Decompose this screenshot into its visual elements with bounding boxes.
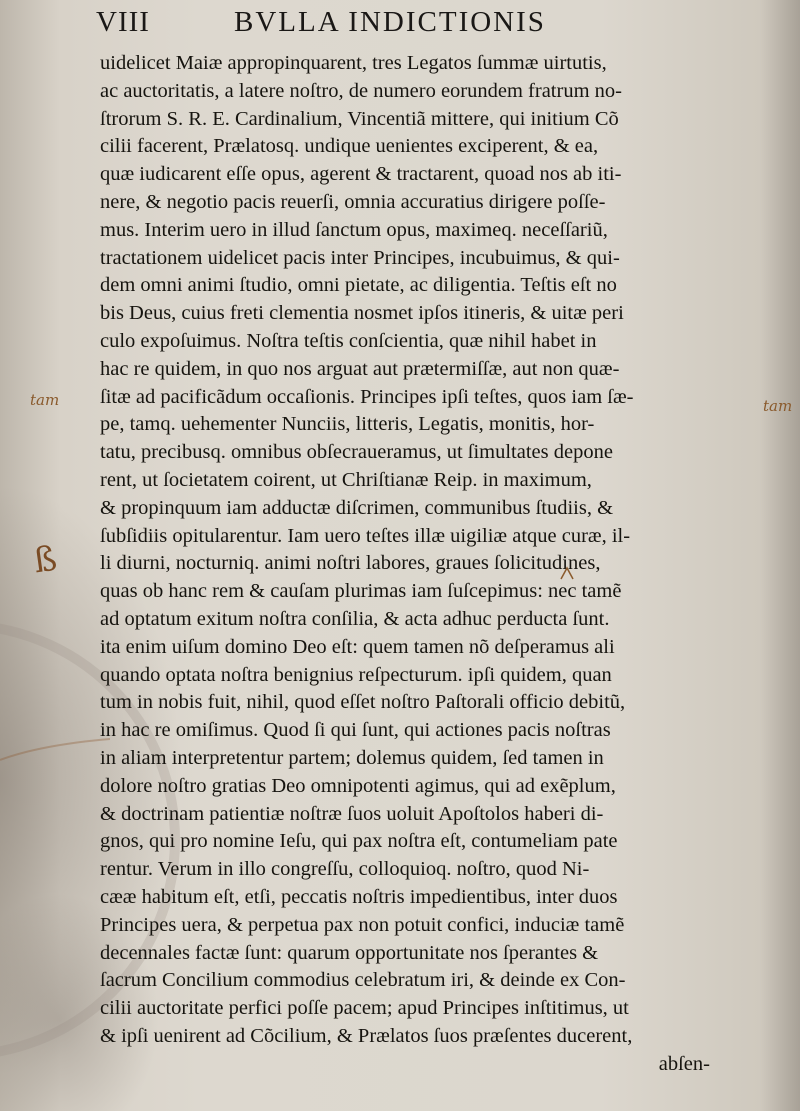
text-line: in hac re omiſimus. Quod ſi qui ſunt, qui actiones pacis noſtras xyxy=(100,719,611,742)
text-line: ac auctoritatis, a latere noſtro, de numero eorundem fratrum no- xyxy=(100,79,622,102)
text-line: tum in nobis fuit, nihil, quod eſſet noſtro Paſtorali officio debitũ, xyxy=(100,691,626,714)
text-line: decennales factæ ſunt: quarum opportunitate nos ſperantes & xyxy=(100,941,599,964)
text-line: cææ habitum eſt, etſi, peccatis noſtris impedientibus, inter duos xyxy=(100,885,618,908)
page-header xyxy=(96,6,736,46)
text-line: tatu, precibusq. omnibus obſecraueramus, ut ſimultates depone xyxy=(100,441,613,464)
marginal-note-left: tam xyxy=(30,391,60,409)
text-line: abſen- xyxy=(658,1052,710,1075)
text-line: rentur. Verum in illo congreſſu, colloquioq. noſtro, quod Ni- xyxy=(100,858,590,881)
text-line: bis Deus, cuius freti clementia nosmet ipſos itineris, & uitæ peri xyxy=(100,302,624,325)
text-line: ad optatum exitum noſtra conſilia, & acta adhuc perducta ſunt. xyxy=(100,607,610,630)
text-line: in aliam interpretentur partem; dolemus quidem, ſed tamen in xyxy=(100,746,604,769)
marginal-note-right: tam xyxy=(763,397,793,415)
text-line: & propinquum iam adductæ diſcrimen, communibus ſtudiis, & xyxy=(100,496,614,519)
margin-stain xyxy=(0,735,110,765)
text-line: cilii auctoritate perfici poſſe pacem; apud Principes inſtitimus, ut xyxy=(100,997,629,1020)
marginal-mark-left: ß xyxy=(31,538,60,582)
text-line: culo expoſuimus. Noſtra teſtis conſcientia, quæ nihil habet in xyxy=(100,329,597,352)
insertion-caret-icon xyxy=(560,566,574,580)
text-line: pe, tamq. uehementer Nunciis, litteris, Legatis, monitis, hor- xyxy=(100,413,595,436)
text-line: nere, & negotio pacis reuerſi, omnia accuratius dirigere poſſe- xyxy=(100,190,606,213)
text-line: gnos, qui pro nomine Ieſu, qui pax noſtra eſt, contumeliam pate xyxy=(100,830,618,853)
text-line: quando optata noſtra benignius reſpecturum. ipſi quidem, quan xyxy=(100,663,612,686)
text-line: ita enim uiſum domino Deo eſt: quem tamen nõ deſperamus ali xyxy=(100,635,615,658)
text-line: ſitæ ad pacificãdum occaſionis. Principes ipſi teſtes, quos iam ſæ- xyxy=(100,385,634,408)
text-line: tractationem uidelicet pacis inter Principes, incubuimus, & qui- xyxy=(100,246,620,269)
running-title: BVLLA INDICTIONIS xyxy=(234,6,546,38)
text-line: ſtrorum S. R. E. Cardinalium, Vincentiã mittere, qui initium Cõ xyxy=(100,107,619,130)
text-line: hac re quidem, in quo nos arguat aut prætermiſſæ, aut non quæ- xyxy=(100,357,620,380)
text-line: rent, ut ſocietatem coirent, ut Chriſtianæ Reip. in maximum, xyxy=(100,468,592,491)
body-text xyxy=(100,50,720,1078)
text-line: ſacrum Concilium commodius celebratum iri, & deinde ex Con- xyxy=(100,969,626,992)
text-line: uidelicet Maiæ appropinquarent, tres Legatos ſummæ uirtutis, xyxy=(100,52,607,74)
text-line: quæ iudicarent eſſe opus, agerent & tractarent, quoad nos ab iti- xyxy=(100,163,622,186)
text-line: ſubſidiis opitularentur. Iam uero teſtes illæ uigiliæ atque curæ, il- xyxy=(100,524,631,547)
text-line: Principes uera, & perpetua pax non potuit confici, induciæ tamẽ xyxy=(100,913,625,936)
text-line: li diurni, nocturniq. animi noſtri labores, graues ſolicitudines, xyxy=(100,552,601,575)
text-line: dolore noſtro gratias Deo omnipotenti agimus, qui ad exẽplum, xyxy=(100,774,616,797)
text-line: cilii facerent, Prælatosq. undique uenientes exciperent, & ea, xyxy=(100,135,599,158)
text-line: & ipſi uenirent ad Cõcilium, & Prælatos ſuos præſentes ducerent, xyxy=(100,1024,633,1047)
text-line: quas ob hanc rem & cauſam plurimas iam ſuſcepimus: nec tamẽ xyxy=(100,580,622,603)
text-line: dem omni animi ſtudio, omni pietate, ac diligentia. Teſtis eſt no xyxy=(100,274,617,297)
text-line: mus. Interim uero in illud ſanctum opus, maximeq. neceſſariũ, xyxy=(100,218,608,241)
folio-number: VIII xyxy=(96,6,150,38)
text-line: & doctrinam patientiæ noſtræ ſuos uoluit Apoſtolos haberi di- xyxy=(100,802,604,825)
